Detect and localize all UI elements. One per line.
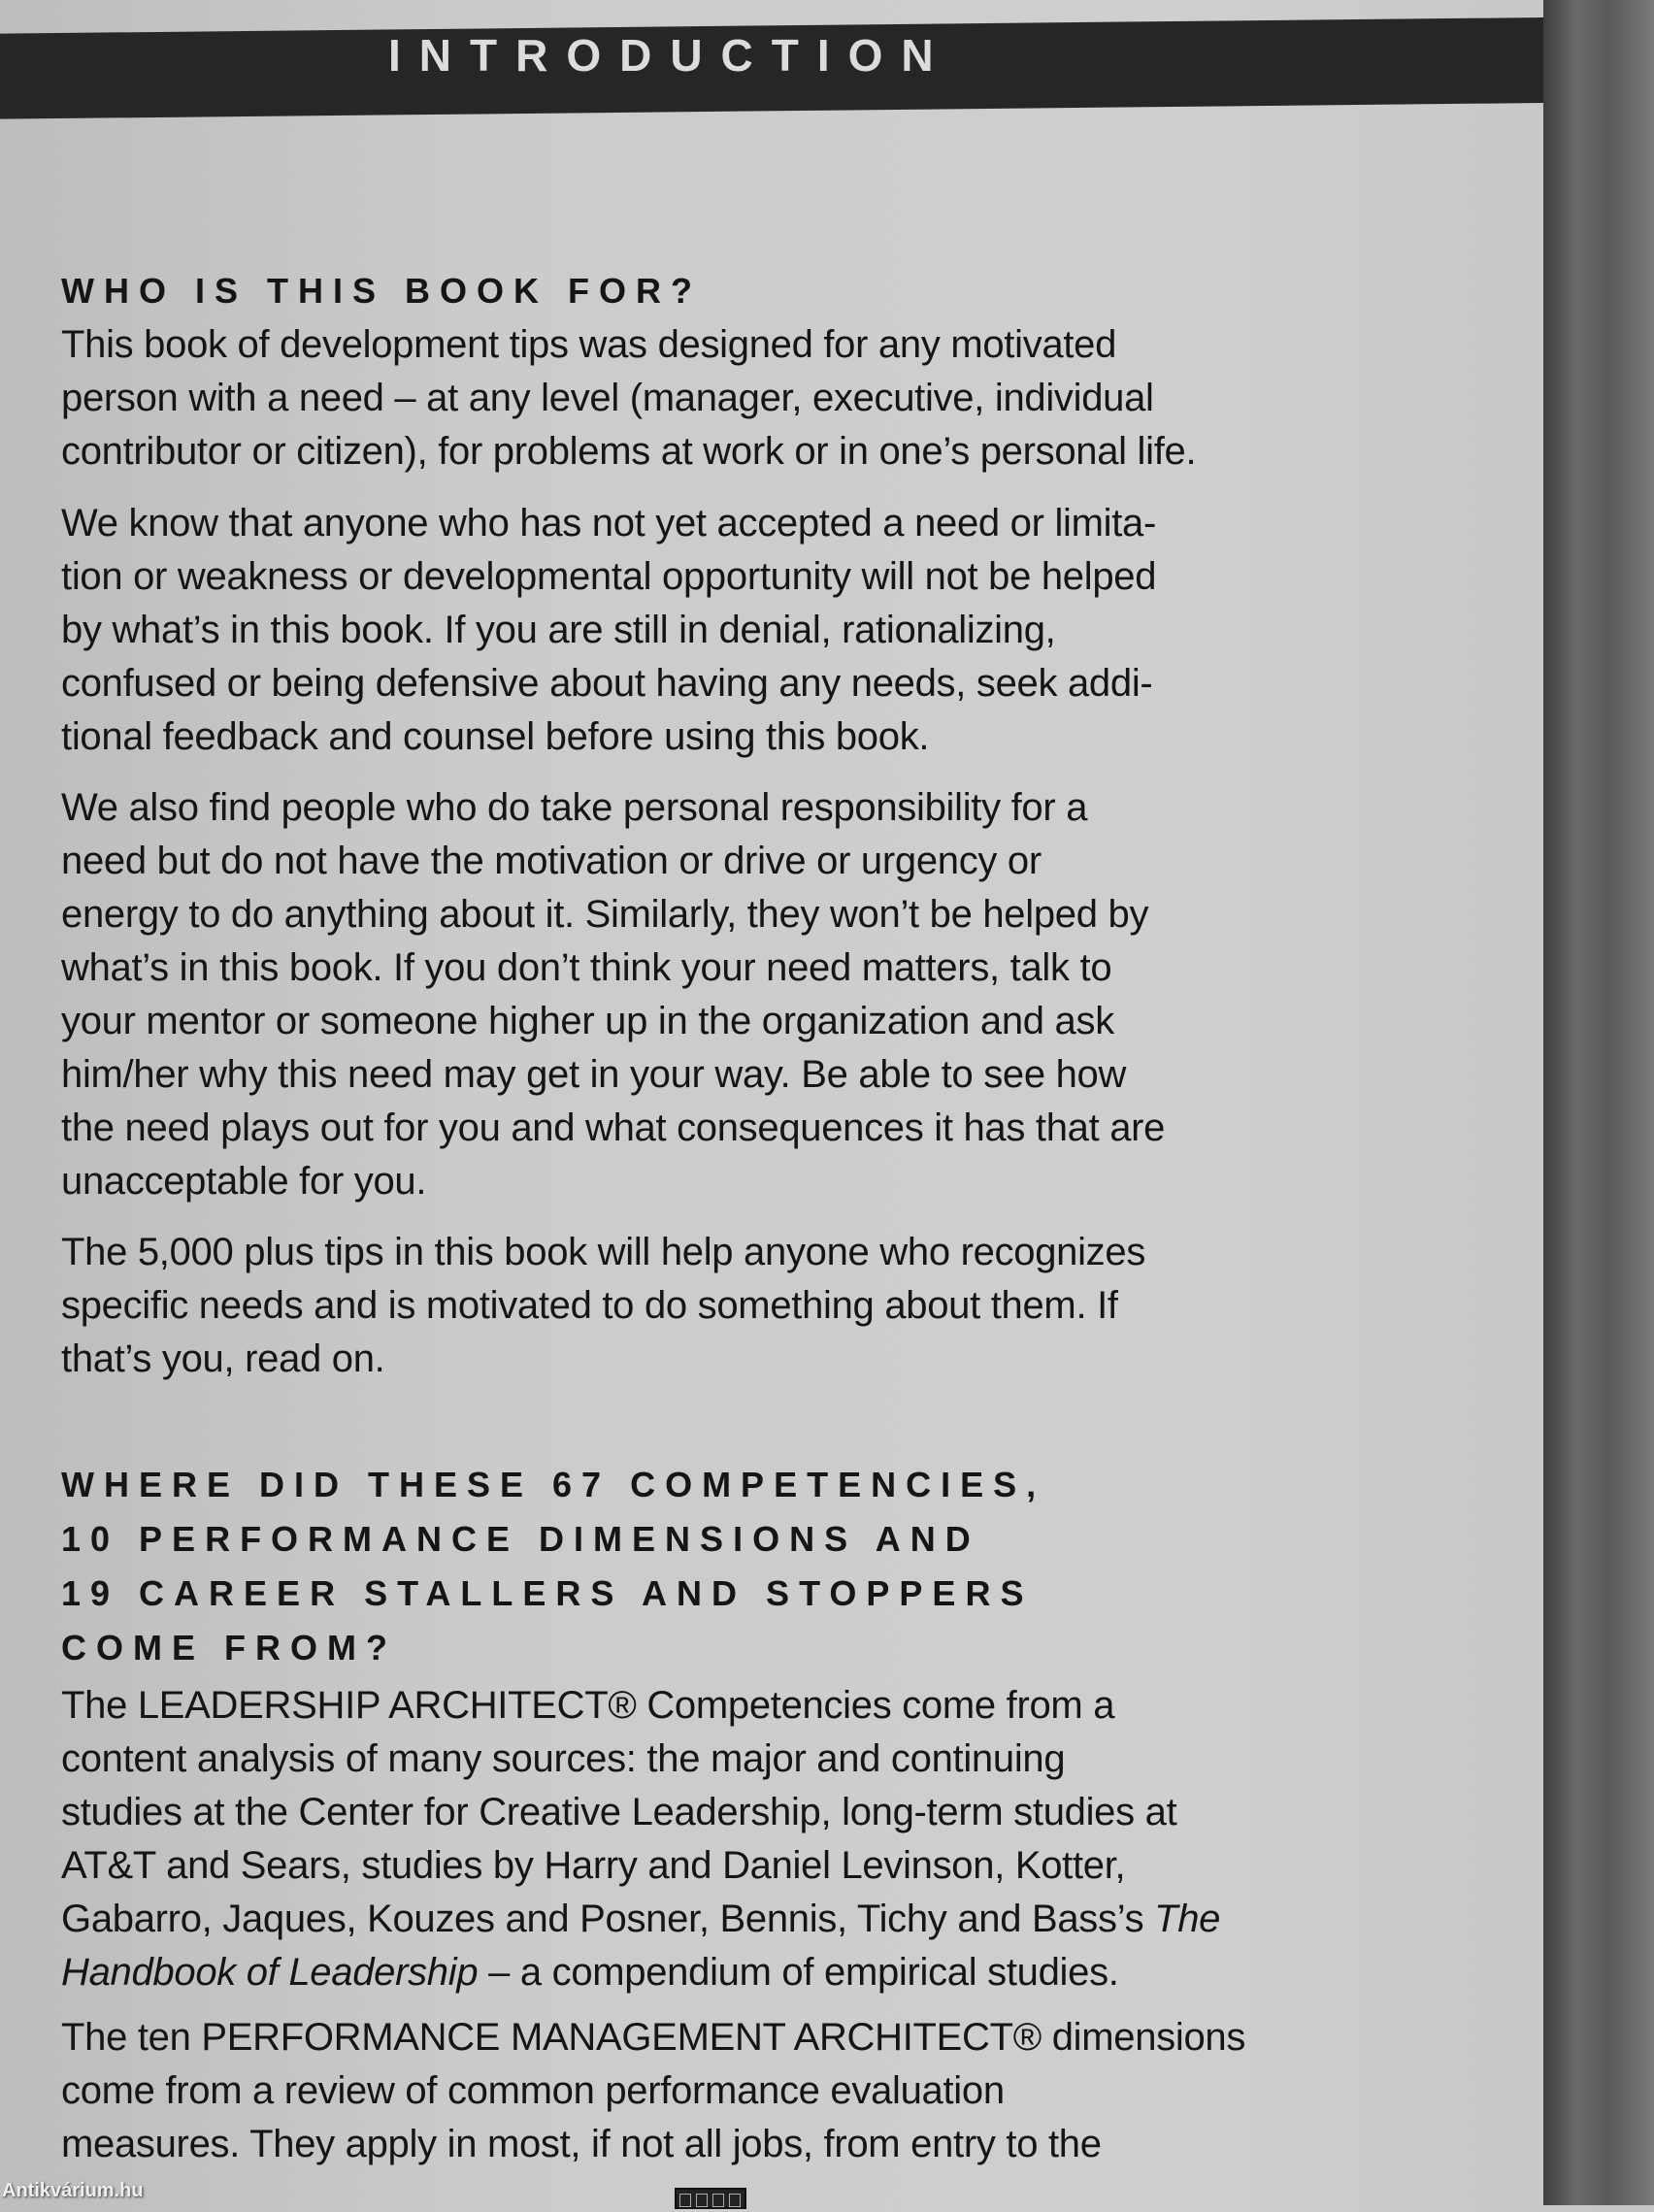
text-segment: person with a need – at any level (manager, executive, individual: [61, 377, 1154, 419]
text-line: [61, 941, 1165, 995]
text-segment: We also find people who do take personal responsibility for a: [61, 786, 1088, 829]
text-line: [61, 550, 1156, 604]
heading-line: WHERE DID THESE 67 COMPETENCIES,: [61, 1465, 1046, 1504]
text-line: [61, 2064, 1245, 2118]
text-segment: AT&T and Sears, studies by Harry and Daniel Levinson, Kotter,: [61, 1844, 1126, 1887]
text-line: [61, 1102, 1165, 1155]
text-line: [61, 1048, 1165, 1102]
paragraph: [61, 1679, 1220, 1999]
text-segment: that’s you, read on.: [61, 1337, 385, 1380]
text-segment: by what’s in this book. If you are still in denial, rationalizing,: [61, 609, 1056, 651]
text-segment: measures. They apply in most, if not all jobs, from entry to the: [61, 2123, 1102, 2165]
text-line: [61, 1279, 1145, 1333]
text-line: [61, 1946, 1220, 1999]
italic-text: The: [1154, 1898, 1221, 1940]
section-heading: [61, 1458, 1045, 1675]
heading-line: 19 CAREER STALLERS AND STOPPERS: [61, 1573, 1034, 1613]
text-line: [61, 995, 1165, 1048]
text-segment: contributor or citizen), for problems at work or in one’s personal life.: [61, 430, 1197, 473]
paragraph: [61, 1226, 1145, 1386]
text-line: [61, 425, 1196, 479]
paragraph: [61, 2011, 1245, 2171]
text-segment: your mentor or someone higher up in the organization and ask: [61, 1000, 1114, 1042]
paragraph: [61, 318, 1196, 479]
text-segment: energy to do anything about it. Similarly, they won’t be helped by: [61, 893, 1149, 936]
text-segment: tional feedback and counsel before using this book.: [61, 715, 930, 758]
text-line: [61, 1155, 1165, 1208]
book-gutter: [1543, 0, 1654, 2205]
text-line: [61, 372, 1196, 425]
text-segment: studies at the Center for Creative Leadership, long-term studies at: [61, 1791, 1177, 1833]
text-line: [61, 2118, 1245, 2171]
text-line: [61, 1226, 1145, 1279]
text-line: [61, 1733, 1220, 1786]
page-tab-icon: [675, 2188, 746, 2209]
italic-text: Handbook of Leadership: [61, 1951, 479, 1994]
text-segment: The ten PERFORMANCE MANAGEMENT ARCHITECT® dimensions: [61, 2016, 1246, 2059]
text-segment: Gabarro, Jaques, Kouzes and Posner, Bennis, Tichy and Bass’s: [61, 1898, 1155, 1940]
text-line: [61, 497, 1156, 550]
text-segment: The LEADERSHIP ARCHITECT® Competencies come from a: [61, 1684, 1115, 1727]
text-line: [61, 318, 1196, 372]
text-segment: need but do not have the motivation or drive or urgency or: [61, 840, 1042, 882]
paragraph: [61, 781, 1165, 1208]
text-segment: The 5,000 plus tips in this book will help anyone who recognizes: [61, 1231, 1146, 1273]
text-segment: confused or being defensive about having any needs, seek addi-: [61, 662, 1153, 705]
text-line: [61, 835, 1165, 888]
text-line: [61, 604, 1156, 657]
text-line: [61, 888, 1165, 941]
text-line: [61, 657, 1156, 710]
section-heading: [61, 264, 702, 318]
watermark: Antikvárium.hu: [2, 2180, 144, 2201]
text-segment: content analysis of many sources: the major and continuing: [61, 1737, 1066, 1780]
text-segment: tion or weakness or developmental opportunity will not be helped: [61, 555, 1157, 598]
text-segment: him/her why this need may get in your way. Be able to see how: [61, 1053, 1127, 1096]
text-segment: We know that anyone who has not yet accepted a need or limita-: [61, 502, 1157, 545]
text-line: [61, 710, 1156, 764]
page-title: INTRODUCTION: [388, 30, 952, 81]
paragraph: [61, 497, 1156, 764]
text-line: [61, 1786, 1220, 1839]
text-segment: the need plays out for you and what consequences it has that are: [61, 1106, 1166, 1149]
text-line: [61, 2011, 1245, 2064]
text-segment: unacceptable for you.: [61, 1160, 427, 1203]
text-line: [61, 1333, 1145, 1386]
text-line: [61, 781, 1165, 835]
text-segment: specific needs and is motivated to do something about them. If: [61, 1284, 1118, 1327]
heading-line: WHO IS THIS BOOK FOR?: [61, 271, 702, 311]
text-segment: come from a review of common performance evaluation: [61, 2069, 1005, 2112]
text-line: [61, 1893, 1220, 1946]
heading-line: 10 PERFORMANCE DIMENSIONS AND: [61, 1519, 980, 1559]
text-line: [61, 1839, 1220, 1893]
heading-line: COME FROM?: [61, 1628, 397, 1667]
text-segment: This book of development tips was designed for any motivated: [61, 323, 1117, 366]
text-segment: – a compendium of empirical studies.: [478, 1951, 1119, 1994]
text-segment: what’s in this book. If you don’t think your need matters, talk to: [61, 946, 1112, 989]
text-line: [61, 1679, 1220, 1733]
